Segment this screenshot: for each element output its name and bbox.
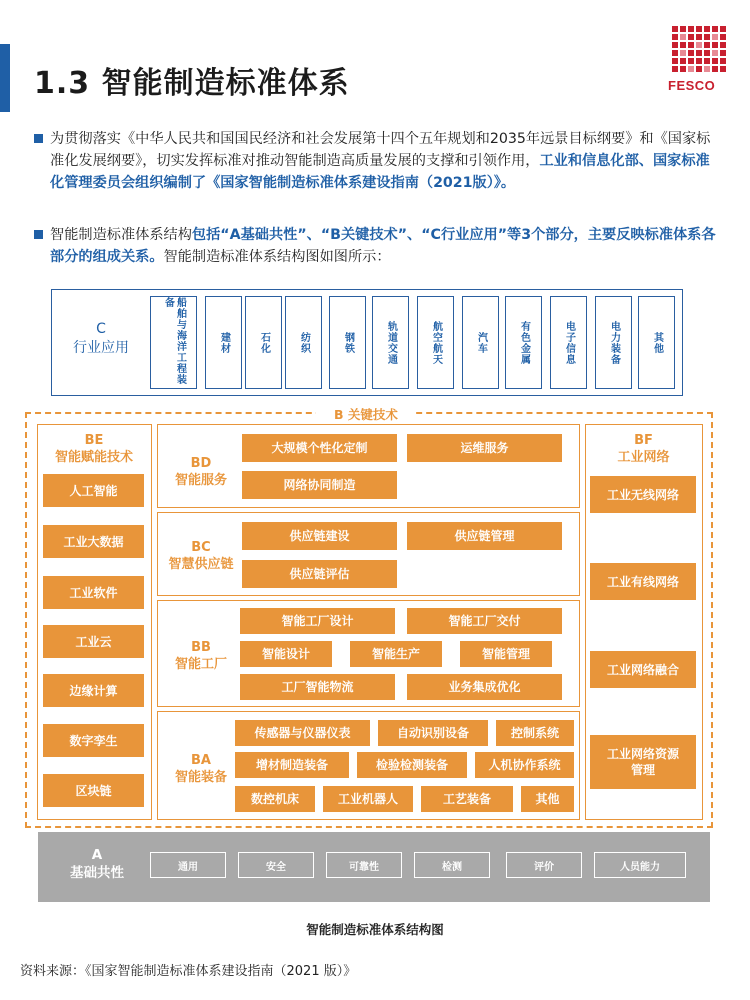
ba-item: 增材制造装备 bbox=[235, 752, 349, 778]
panel-bb-label: BB 智能工厂 bbox=[174, 640, 227, 672]
page-title: 1.3 智能制造标准体系 bbox=[34, 66, 350, 101]
be-item: 人工智能 bbox=[43, 474, 144, 507]
bullet-square bbox=[34, 134, 43, 143]
panel-be-label: BE 智能赋能技术 bbox=[54, 433, 133, 465]
panel-bd-label: BD 智能服务 bbox=[174, 456, 227, 488]
ba-item: 人机协作系统 bbox=[475, 752, 574, 778]
ba-item: 检验检测装备 bbox=[357, 752, 467, 778]
section-a-foundation bbox=[38, 832, 710, 902]
ba-item: 控制系统 bbox=[496, 720, 574, 746]
logo-text: FESCO bbox=[668, 78, 716, 93]
panel-bf-label: BF 工业网络 bbox=[617, 433, 670, 465]
ba-item: 其他 bbox=[521, 786, 574, 812]
be-item: 工业大数据 bbox=[43, 525, 144, 558]
be-item: 工业软件 bbox=[43, 576, 144, 609]
ba-item: 工业机器人 bbox=[323, 786, 413, 812]
paragraph-highlight: 工业和信息化部、国家标准化管理委员会组织编制了《国家智能制造标准体系建设指南（2021版）》。 bbox=[50, 153, 710, 191]
paragraph-text: 智能制造标准体系结构 bbox=[50, 227, 192, 243]
paragraph-structure bbox=[34, 224, 720, 268]
logo-mark bbox=[672, 26, 732, 72]
ba-item: 自动识别设备 bbox=[378, 720, 488, 746]
industry-item: 电力装备 bbox=[595, 296, 632, 389]
bb-item: 智能工厂交付 bbox=[407, 608, 562, 634]
panel-bc-label: BC 智慧供应链 bbox=[168, 540, 234, 572]
be-item: 工业云 bbox=[43, 625, 144, 658]
bd-item: 网络协同制造 bbox=[242, 471, 397, 499]
be-item: 区块链 bbox=[43, 774, 144, 807]
panel-ba-label: BA 智能装备 bbox=[174, 753, 227, 785]
industry-item: 船舶与海洋工程装备 bbox=[150, 296, 197, 389]
industry-item: 石化 bbox=[245, 296, 282, 389]
ba-item: 传感器与仪器仪表 bbox=[235, 720, 370, 746]
paragraph-background bbox=[34, 128, 720, 194]
foundation-item: 可靠性 bbox=[326, 852, 402, 878]
industry-item: 汽车 bbox=[462, 296, 499, 389]
foundation-item: 安全 bbox=[238, 852, 314, 878]
bf-item: 工业有线网络 bbox=[590, 563, 696, 600]
foundation-item: 人员能力 bbox=[594, 852, 686, 878]
foundation-item: 通用 bbox=[150, 852, 226, 878]
industry-item: 纺织 bbox=[285, 296, 322, 389]
industry-item: 电子信息 bbox=[550, 296, 587, 389]
bc-item: 供应链管理 bbox=[407, 522, 562, 550]
bc-item: 供应链建设 bbox=[242, 522, 397, 550]
fesco-logo bbox=[668, 26, 732, 104]
industry-item: 航空航天 bbox=[417, 296, 454, 389]
industry-item: 钢铁 bbox=[329, 296, 366, 389]
bd-item: 运维服务 bbox=[407, 434, 562, 462]
bb-item: 业务集成优化 bbox=[407, 674, 562, 700]
bf-item: 工业网络资源管理 bbox=[590, 735, 696, 789]
paragraph-highlight: 包括“A基础共性”、“B关键技术”、“C行业应用”等3个部分，主要反映标准体系各部分的组成关系。 bbox=[50, 227, 716, 265]
ba-item: 数控机床 bbox=[235, 786, 315, 812]
bb-item: 智能管理 bbox=[460, 641, 552, 667]
paragraph-text-end: 智能制造标准体系结构图如图所示： bbox=[163, 249, 391, 265]
section-c-label bbox=[66, 320, 136, 358]
section-c-name: 行业应用 bbox=[73, 340, 129, 356]
source-note: 资料来源：《国家智能制造标准体系建设指南（2021 版）》 bbox=[20, 964, 357, 979]
bb-item: 智能设计 bbox=[240, 641, 332, 667]
figure-caption: 智能制造标准体系结构图 bbox=[306, 922, 444, 937]
industry-item: 建材 bbox=[205, 296, 242, 389]
section-b-title: B 关键技术 bbox=[316, 405, 416, 423]
bf-item: 工业网络融合 bbox=[590, 651, 696, 688]
section-c-industry-application bbox=[51, 289, 683, 396]
industry-item: 轨道交通 bbox=[372, 296, 409, 389]
section-c-code: C bbox=[96, 321, 106, 337]
bb-item: 工厂智能物流 bbox=[240, 674, 395, 700]
bb-item: 智能生产 bbox=[350, 641, 442, 667]
industry-item: 其他 bbox=[638, 296, 675, 389]
be-item: 边缘计算 bbox=[43, 674, 144, 707]
title-accent-bar bbox=[0, 44, 10, 112]
section-a-label: A 基础共性 bbox=[70, 847, 124, 881]
bc-item: 供应链评估 bbox=[242, 560, 397, 588]
paragraph-text: 为贯彻落实《中华人民共和国国民经济和社会发展第十四个五年规划和2035年远景目标纲要》和《国家标准化发展纲要》，切实发挥标准对推动智能制造高质量发展的支撑和引领作用， bbox=[50, 131, 711, 169]
bf-item: 工业无线网络 bbox=[590, 476, 696, 513]
bullet-square bbox=[34, 230, 43, 239]
be-item: 数字孪生 bbox=[43, 724, 144, 757]
ba-item: 工艺装备 bbox=[421, 786, 513, 812]
foundation-item: 检测 bbox=[414, 852, 490, 878]
bd-item: 大规模个性化定制 bbox=[242, 434, 397, 462]
bb-item: 智能工厂设计 bbox=[240, 608, 395, 634]
industry-item: 有色金属 bbox=[505, 296, 542, 389]
foundation-item: 评价 bbox=[506, 852, 582, 878]
